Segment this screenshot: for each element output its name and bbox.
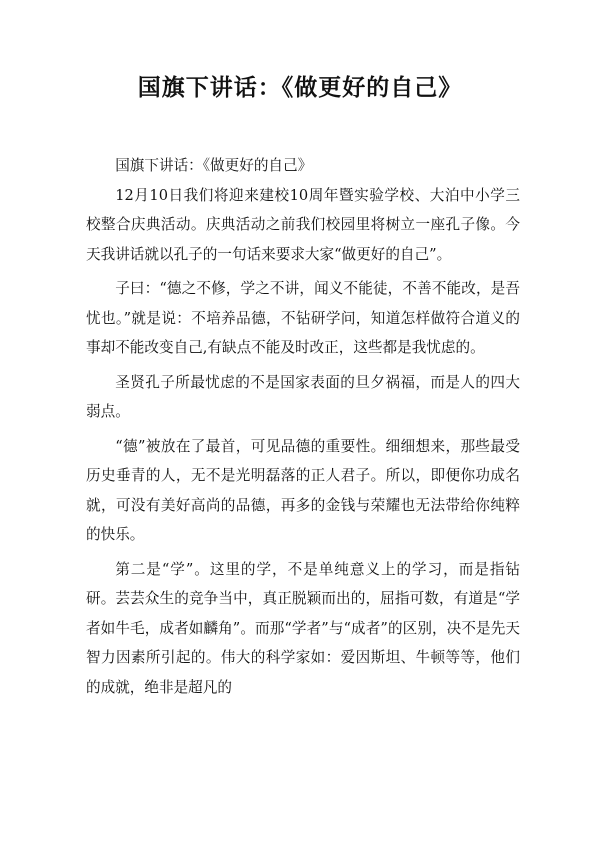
paragraph-four-weaknesses: 圣贤孔子所最忧虑的不是国家表面的旦夕祸福，而是人的四大弱点。 <box>86 373 520 420</box>
document-body <box>86 151 520 702</box>
document-title: 国旗下讲话：《做更好的自己》 <box>137 74 463 101</box>
paragraph-quote: 子曰：“德之不修，学之不讲，闻义不能徒，不善不能改，是吾忧也。”就是说：不培养品德，不钻研学问，知道怎样做符合道义的事却不能改变自己,有缺点不能及时改正，这些都是我忧虑的。 <box>86 280 520 356</box>
paragraph-virtue: “德”被放在了最首，可见品德的重要性。细细想来，那些最受历史垂青的人，无不是光明磊落的正人君子。所以，即便你功成名就，可没有美好高尚的品德，再多的金钱与荣耀也无法带给你纯粹的快乐。 <box>86 437 520 543</box>
paragraph-learning: 第二是“学”。这里的学，不是单纯意义上的学习，而是指钻研。芸芸众生的竞争当中，真正脱颖而出的，屈指可数，有道是“学者如牛毛，成者如麟角”。而那“学者”与“成者”的区别，决不是先天智力因素所引起的。伟大的科学家如：爱因斯坦、牛顿等等，他们的成就，绝非是超凡的 <box>86 560 520 696</box>
paragraph-intro: 12月10日我们将迎来建校10周年暨实验学校、大泊中小学三校整合庆典活动。庆典活动之前我们校园里将树立一座孔子像。今天我讲话就以孔子的一句话来要求大家“做更好的自己”。 <box>86 186 520 263</box>
paragraph-subtitle: 国旗下讲话：《做更好的自己》 <box>115 157 313 174</box>
